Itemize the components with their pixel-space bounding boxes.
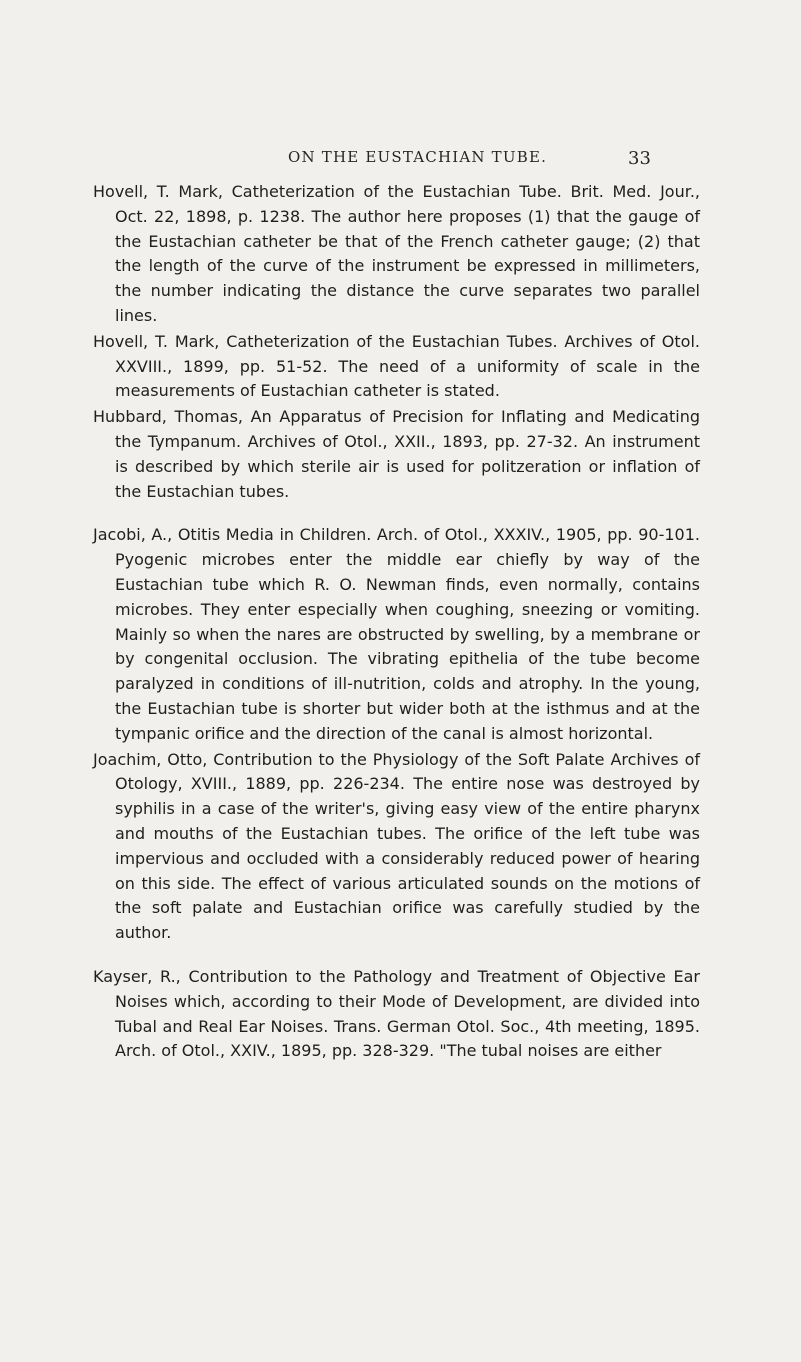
running-header — [0, 148, 801, 172]
bibliography-entry-joachim-1889: Joachim, Otto, Contribution to the Physiology of the Soft Palate Archives of Otology, XVIII., 1889, pp. 226-234. The entire nose was destroyed by syphilis in a case of the writer's, giving easy view of the entire pharynx and mouths of the Eustachian tubes. The orifice of the left tube was impervious and occluded with a considerably reduced power of hearing on this side. The effect of various articulated sounds on the motions of the soft palate and Eustachian orifice was carefully studied by the author. — [93, 749, 700, 943]
bibliography-entry-hovell-1898: Hovell, T. Mark, Catheterization of the Eustachian Tube. Brit. Med. Jour., Oct. 22, 1898, p. 1238. The author here proposes (1) that the gauge of the Eustachian catheter be that of the French catheter gauge; (2) that the length of the curve of the instrument be expressed in millimeters, the number indicating the distance the curve separates two parallel lines. — [93, 182, 700, 325]
bibliography-entry-hubbard-1893: Hubbard, Thomas, An Apparatus of Precision for Inflating and Medicating the Tympanum. Archives of Otol., XXII., 1893, pp. 27-32. An instrument is described by which sterile air is used for politzeration or inflation of the Eustachian tubes. — [93, 407, 700, 501]
bibliography-list — [0, 180, 801, 1064]
page-number: 33 — [628, 148, 651, 169]
bibliography-entry-hovell-1899: Hovell, T. Mark, Catheterization of the Eustachian Tubes. Archives of Otol. XXVIII., 1899, pp. 51-52. The need of a uniformity of scale in the measurements of Eustachian catheter is stated. — [93, 331, 700, 401]
running-title: ON THE EUSTACHIAN TUBE. — [288, 148, 548, 166]
bibliography-entry-jacobi-1905: Jacobi, A., Otitis Media in Children. Arch. of Otol., XXXIV., 1905, pp. 90-101. Pyogenic microbes enter the middle ear chiefly by way of the Eustachian tube which R. O. Newman finds, even normally, contains microbes. They enter especially when coughing, sneezing or vomiting. Mainly so when the nares are obstructed by swelling, by a membrane or by congenital occlusion. The vibrating epithelia of the tube become paralyzed in conditions of ill-nutrition, colds and atrophy. In the young, the Eustachian tube is shorter but wider both at the isthmus and at the tympanic orifice and the direction of the canal is almost horizontal. — [93, 525, 700, 743]
bibliography-entry-kayser-1895: Kayser, R., Contribution to the Pathology and Treatment of Objective Ear Noises which, according to their Mode of Development, are divided into Tubal and Real Ear Noises. Trans. German Otol. Soc., 4th meeting, 1895. Arch. of Otol., XXIV., 1895, pp. 328-329. "The tubal noises are either — [93, 966, 700, 1061]
